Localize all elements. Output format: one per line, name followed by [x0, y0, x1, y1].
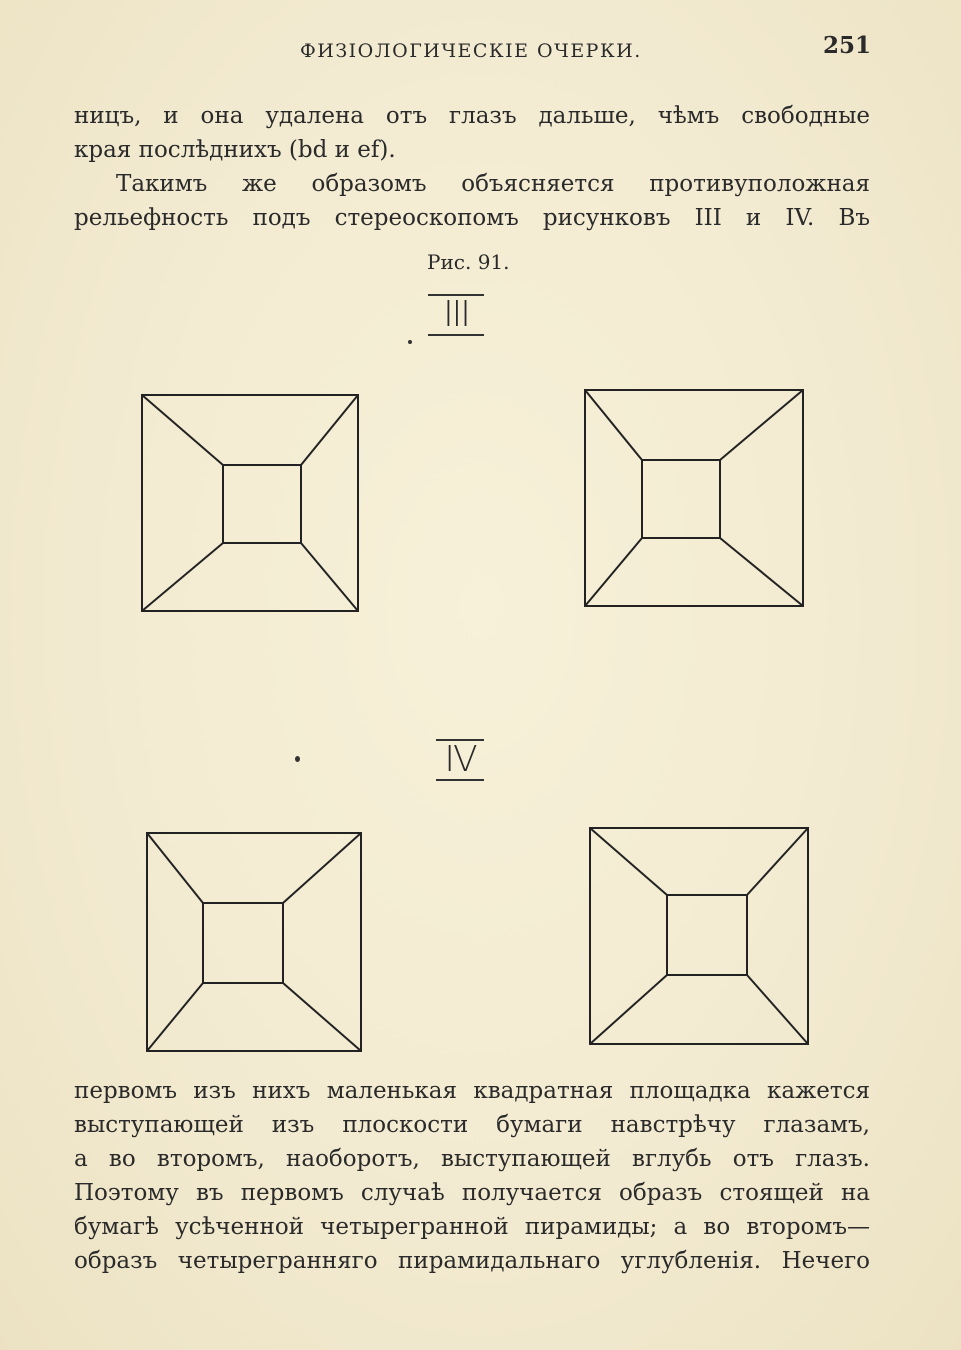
- text-line: ницъ, и она удалена отъ глазъ дальше, чѣмъ свободные: [74, 103, 870, 129]
- figure-label-iv: IV: [436, 739, 484, 781]
- text-line: бумагѣ усѣченной четырегранной пирамиды; а во второмъ—: [74, 1214, 870, 1240]
- stereogram-iii-right: [583, 388, 807, 614]
- running-title: ФИЗІОЛОГИЧЕСКІЕ ОЧЕРКИ.: [300, 40, 642, 62]
- ink-dot: [295, 756, 300, 762]
- text-line: а во второмъ, наоборотъ, выступающей вглубь отъ глазъ.: [74, 1146, 870, 1172]
- figure-caption: Рис. 91.: [427, 250, 510, 274]
- text-line: края послѣднихъ (bd и ef).: [74, 137, 396, 163]
- text-line: выступающей изъ плоскости бумаги навстрѣчу глазамъ,: [74, 1112, 870, 1138]
- paragraph-conclusion: [74, 1074, 870, 1278]
- ink-dot: [408, 340, 412, 344]
- figure-label-iii: III: [428, 294, 484, 336]
- text-line: образъ четырегранняго пирамидальнаго углубленія. Нечего: [74, 1248, 870, 1274]
- text-line: первомъ изъ нихъ маленькая квадратная площадка кажется: [74, 1078, 870, 1104]
- stereogram-iii-left: [140, 393, 360, 619]
- text-line: рельефность подъ стереоскопомъ рисунковъ III и IV. Въ: [74, 205, 870, 231]
- page-number: 251: [823, 32, 872, 59]
- text-line: Поэтому въ первомъ случаѣ получается образъ стоящей на: [74, 1180, 870, 1206]
- stereogram-iv-right: [588, 826, 810, 1052]
- paragraph-explanation: [74, 167, 870, 235]
- text-line: Такимъ же образомъ объясняется противуположная: [116, 171, 870, 197]
- paragraph-continuation: [74, 99, 870, 167]
- stereogram-iv-left: [145, 831, 365, 1059]
